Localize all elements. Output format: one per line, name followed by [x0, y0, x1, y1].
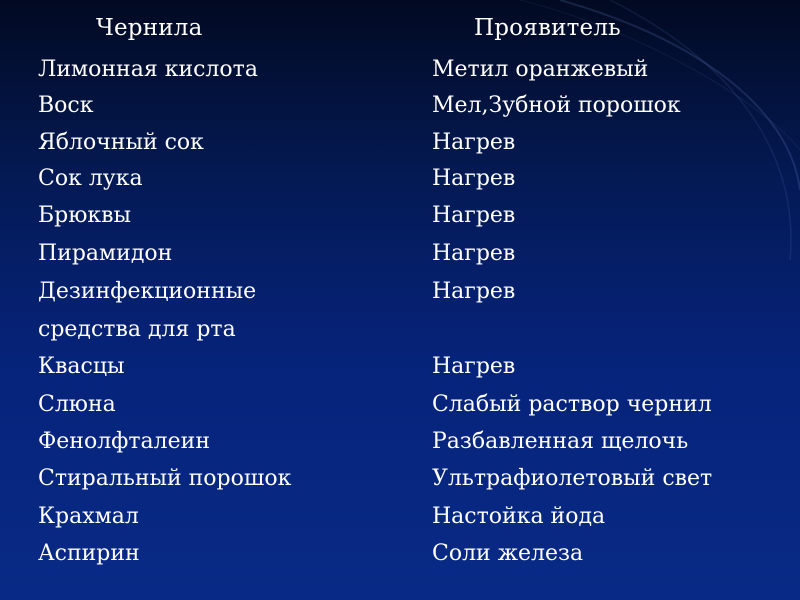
- ink-cell: Воск: [38, 93, 94, 118]
- developer-cell: Нагрев: [432, 166, 516, 191]
- table-row: [0, 52, 800, 88]
- developer-cell: Нагрев: [432, 279, 516, 304]
- developer-cell: Мел,Зубной порошок: [432, 93, 681, 118]
- developer-cell: Метил оранжевый: [432, 57, 649, 82]
- table-row: [0, 461, 800, 497]
- ink-cell: средства для рта: [38, 317, 236, 342]
- developer-cell: Настойка йода: [432, 504, 606, 529]
- table-row: [0, 424, 800, 460]
- developer-cell: Нагрев: [432, 241, 516, 266]
- ink-cell: Яблочный сок: [38, 130, 204, 155]
- ink-cell: Фенолфталеин: [38, 429, 210, 454]
- table-row: [0, 387, 800, 423]
- table-row: [0, 499, 800, 535]
- ink-cell: Слюна: [38, 392, 116, 417]
- developer-cell: Ультрафиолетовый свет: [432, 466, 713, 491]
- table-row: [0, 161, 800, 197]
- table-row: [0, 274, 800, 310]
- ink-cell: Брюквы: [38, 203, 132, 228]
- column-header-ink: Чернила: [96, 15, 203, 41]
- ink-cell: Квасцы: [38, 354, 125, 379]
- table-row: [0, 125, 800, 161]
- developer-cell: Нагрев: [432, 203, 516, 228]
- ink-cell: Аспирин: [38, 541, 140, 566]
- table-row: [0, 198, 800, 234]
- table-row: [0, 349, 800, 385]
- developer-cell: Слабый раствор чернил: [432, 392, 712, 417]
- ink-cell: Дезинфекционные: [38, 279, 257, 304]
- table-row: [0, 536, 800, 572]
- table-row: [0, 236, 800, 272]
- ink-cell: Крахмал: [38, 504, 139, 529]
- developer-cell: Разбавленная щелочь: [432, 429, 689, 454]
- developer-cell: Соли железа: [432, 541, 584, 566]
- ink-cell: Пирамидон: [38, 241, 173, 266]
- column-header-developer: Проявитель: [474, 15, 621, 41]
- table-row: [0, 88, 800, 124]
- developer-cell: Нагрев: [432, 354, 516, 379]
- table-row: [0, 312, 800, 348]
- developer-cell: Нагрев: [432, 130, 516, 155]
- ink-cell: Сок лука: [38, 166, 143, 191]
- ink-cell: Стиральный порошок: [38, 466, 292, 491]
- ink-cell: Лимонная кислота: [38, 57, 258, 82]
